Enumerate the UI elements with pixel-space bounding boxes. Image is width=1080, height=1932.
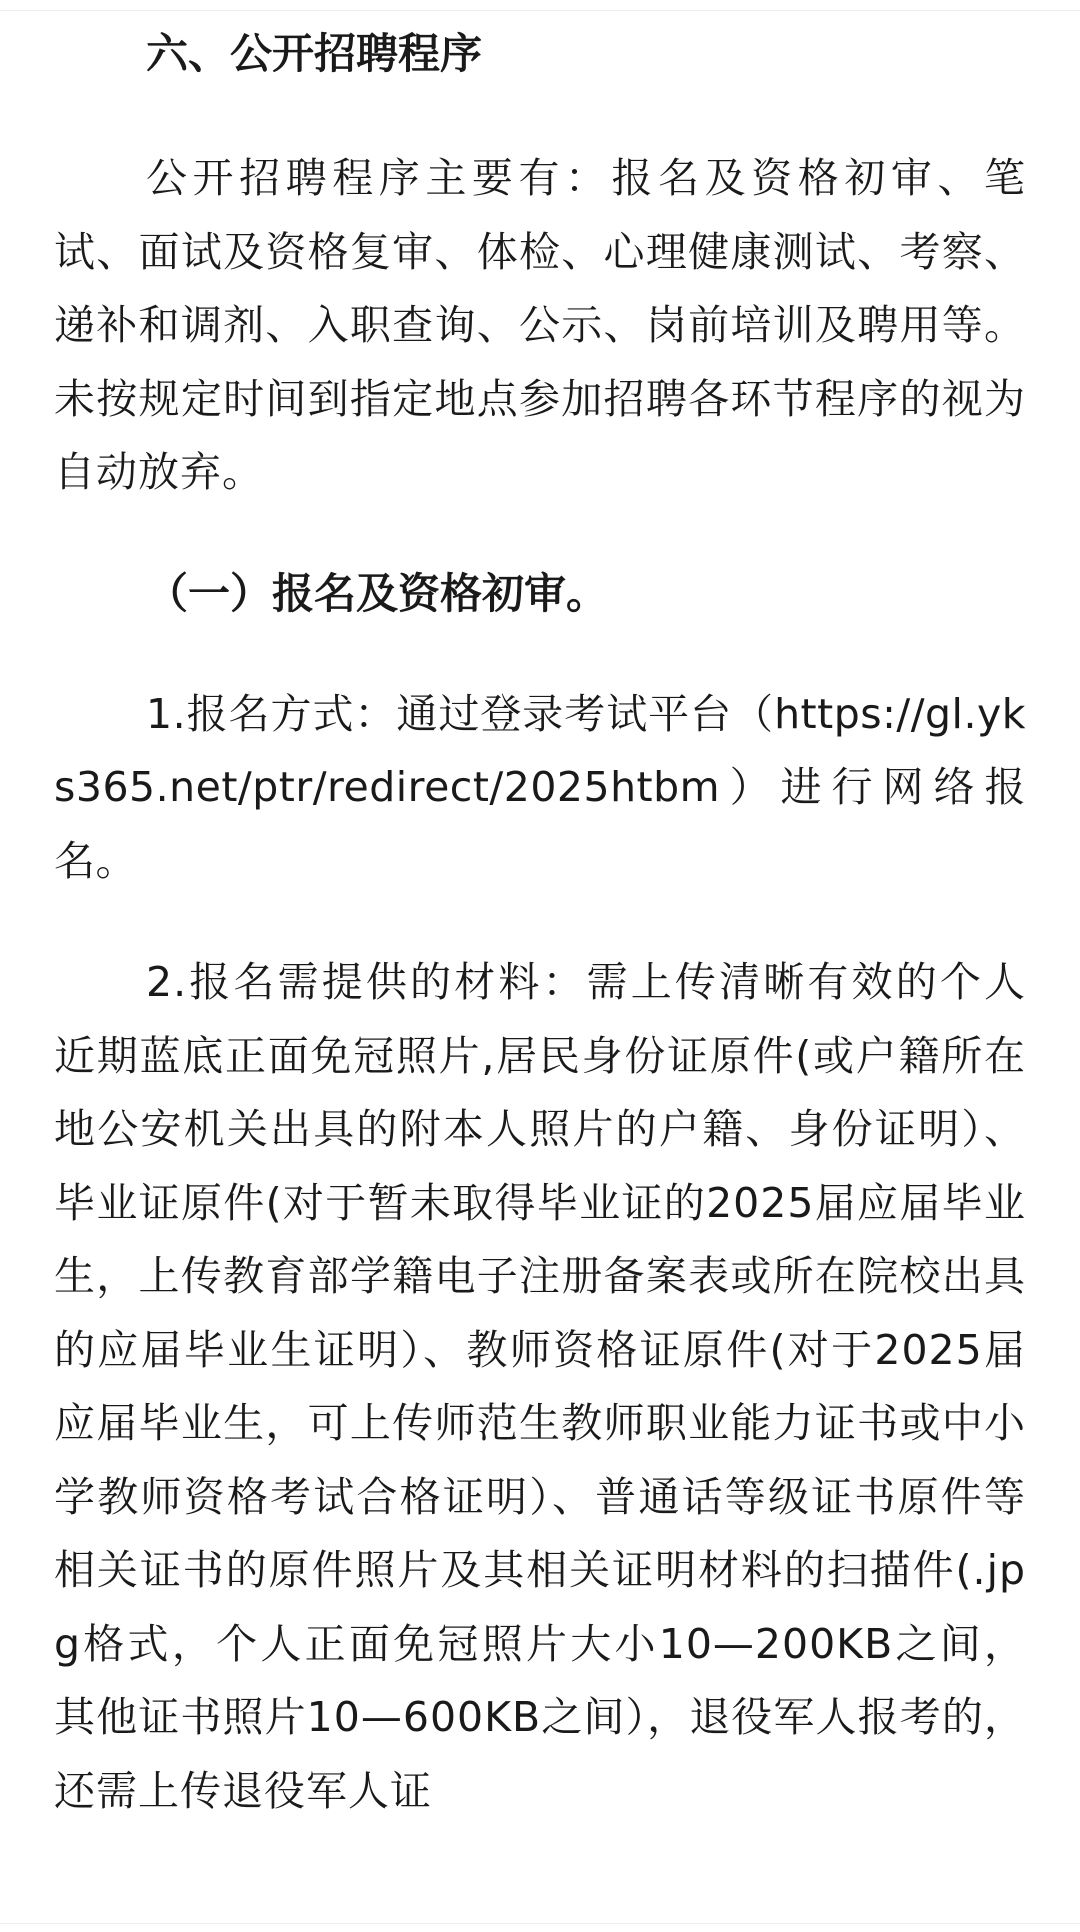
subsection-heading: （一）报名及资格初审。	[146, 568, 609, 618]
spacer	[54, 898, 1026, 946]
bottom-divider	[0, 1923, 1080, 1924]
registration-method-paragraph: 1.报名方式：通过登录考试平台（https://gl.yks365.net/ptr/redirect/2025htbm）进行网络报名。	[54, 689, 1026, 885]
spacer	[54, 90, 1026, 142]
required-materials-paragraph: 2.报名需提供的材料：需上传清晰有效的个人近期蓝底正面免冠照片,居民身份证原件(或户籍所在地公安机关出具的附本人照片的户籍、身份证明）、毕业证原件(对于暂未取得毕业证的2025届应届毕业生，上传教育部学籍电子注册备案表或所在院校出具的应届毕业生证明）、教师资格证原件(对于2025届应届毕业生，可上传师范生教师职业能力证书或中小学教师资格考试合格证明）、普通话等级证书原件等相关证书的原件照片及其相关证明材料的扫描件(.jpg格式，个人正面免冠照片大小10—200KB之间，其他证书照片10—600KB之间），退役军人报考的，还需上传退役军人证	[54, 958, 1026, 1815]
top-divider	[0, 0, 1080, 11]
spacer	[54, 510, 1026, 558]
section-heading: 六、公开招聘程序	[146, 29, 483, 78]
article-body	[54, 18, 1026, 1828]
intro-paragraph: 公开招聘程序主要有：报名及资格初审、笔试、面试及资格复审、体检、心理健康测试、考察、递补和调剂、入职查询、公示、岗前培训及聘用等。未按规定时间到指定地点参加招聘各环节程序的视为自动放弃。	[54, 154, 1026, 496]
spacer	[54, 630, 1026, 678]
